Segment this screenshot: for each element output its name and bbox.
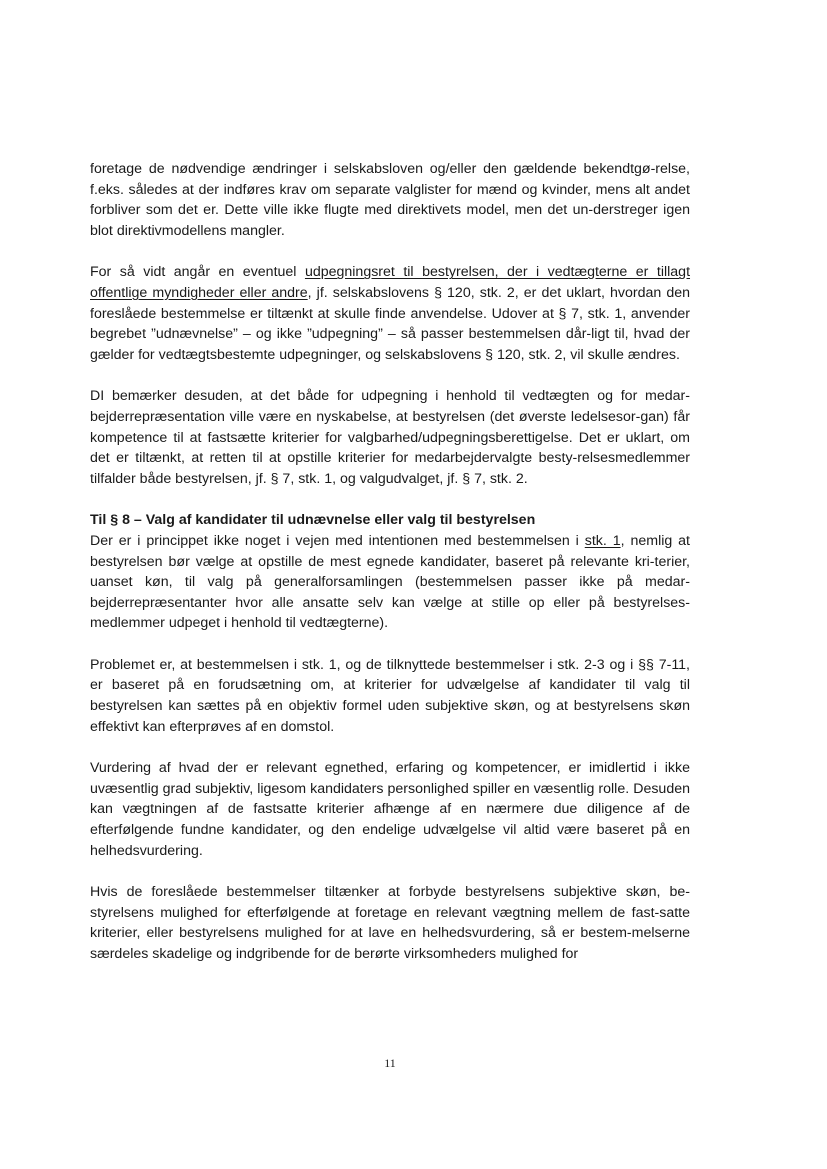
paragraph-2-underlined-phrase: udpegningsret til bestyrelsen, der i vedtægterne er tillagt offentlige myndigheder eller andre (90, 264, 691, 301)
paragraph-5: Problemet er, at bestemmelsen i stk. 1, og de tilknyttede bestemmelser i stk. 2-3 og i §§ 7-11, er baseret på en forudsætning om, at kriterier for udvælgelse af kandidater til valg til bestyrelsen kan sættes på en objektiv formel uden subjektive skøn, og at bestyrelsens skøn effektivt kan efterprøves af en domstol. (90, 656, 690, 735)
paragraph-4-underlined-phrase: stk. 1 (584, 532, 621, 549)
paragraph-3: DI bemærker desuden, at det både for udpegning i henhold til vedtægten og for medar-bejderrepræsentation ville være en nyskabelse, at bestyrelsen (det øverste ledelsesor-gan) får kompetence til at fastsætte kriterier for valgbarhed/udpegningsberettigelse. Det er uklart, om det er tiltænkt, at retten til at opstille kriterier for medarbejdervalgte besty-relsesmedlemmer tilfalder både bestyrelsen, jf. § 7, stk. 1, og valgudvalget, jf. § 7, stk. 2. (90, 388, 690, 487)
paragraph-spacer (90, 365, 690, 386)
section-heading: Til § 8 – Valg af kandidater til udnævnelse eller valg til bestyrelsen (90, 512, 536, 529)
paragraph-4 (90, 531, 690, 634)
paragraph-4-text-start: Der er i princippet ikke noget i vejen med intentionen med bestemmelsen i (90, 532, 585, 549)
paragraph-spacer (90, 861, 690, 882)
paragraph-spacer (90, 634, 690, 655)
page-body (90, 159, 690, 965)
paragraph-4-text-end: , nemlig at bestyrelsen bør vælge at opstille de mest egnede kandidater, baseret på relevante kri-terier, uanset køn, til valg på generalforsamlingen (bestemmelsen passer ikke på medar-bejderrepræsentanter hvor alle ansatte selv kan vælge at stille op eller på bestyrelses-medlemmer udpeget i henhold til vedtægterne). (90, 532, 691, 632)
paragraph-7: Hvis de foreslåede bestemmelser tiltænker at forbyde bestyrelsens subjektive skøn, be-styrelsens mulighed for efterfølgende at foretage en relevant vægtning mellem de fast-satte kriterier, eller bestyrelsens mulighed for at lave en helhedsvurdering, så er bestem-melserne særdeles skadelige og indgribende for de berørte virksomheders mulighed for (90, 884, 690, 962)
paragraph-2-text-start: For så vidt angår en eventuel (90, 264, 305, 281)
paragraph-spacer (90, 489, 690, 510)
paragraph-2 (90, 262, 690, 365)
paragraph-1: foretage de nødvendige ændringer i selskabsloven og/eller den gældende bekendtgø-relse, f.eks. således at der indføres krav om separate valglister for mænd og kvinder, mens alt andet forbliver som det er. Dette ville ikke flugte med direktivets model, men det un-derstreger igen blot direktivmodellens mangler. (90, 161, 690, 239)
page-number: 11 (384, 1056, 396, 1070)
paragraph-spacer (90, 737, 690, 758)
paragraph-spacer (90, 241, 690, 262)
paragraph-6: Vurdering af hvad der er relevant egnethed, erfaring og kompetencer, er imidlertid i ikke uvæsentlig grad subjektiv, ligesom kandidaters personlighed spiller en væsentlig rolle. Desuden kan vægtningen af de fastsatte kriterier afhænge af en nærmere due diligence af de efterfølgende fundne kandidater, og den endelige udvælgelse vil altid være baseret på en helhedsvurdering. (90, 760, 690, 859)
paragraph-2-text-end: , jf. selskabslovens § 120, stk. 2, er det uklart, hvordan den foreslåede bestemmelse er tiltænkt at skulle finde anvendelse. Udover at § 7, stk. 1, anvender begrebet ”udnævnelse” – og ikke ”udpegning” – så passer bestemmelsen dår-ligt til, hvad der gælder for vedtægtsbestemte udpegninger, og selskabslovens § 120, stk. 2, vil skulle ændres. (90, 284, 690, 363)
